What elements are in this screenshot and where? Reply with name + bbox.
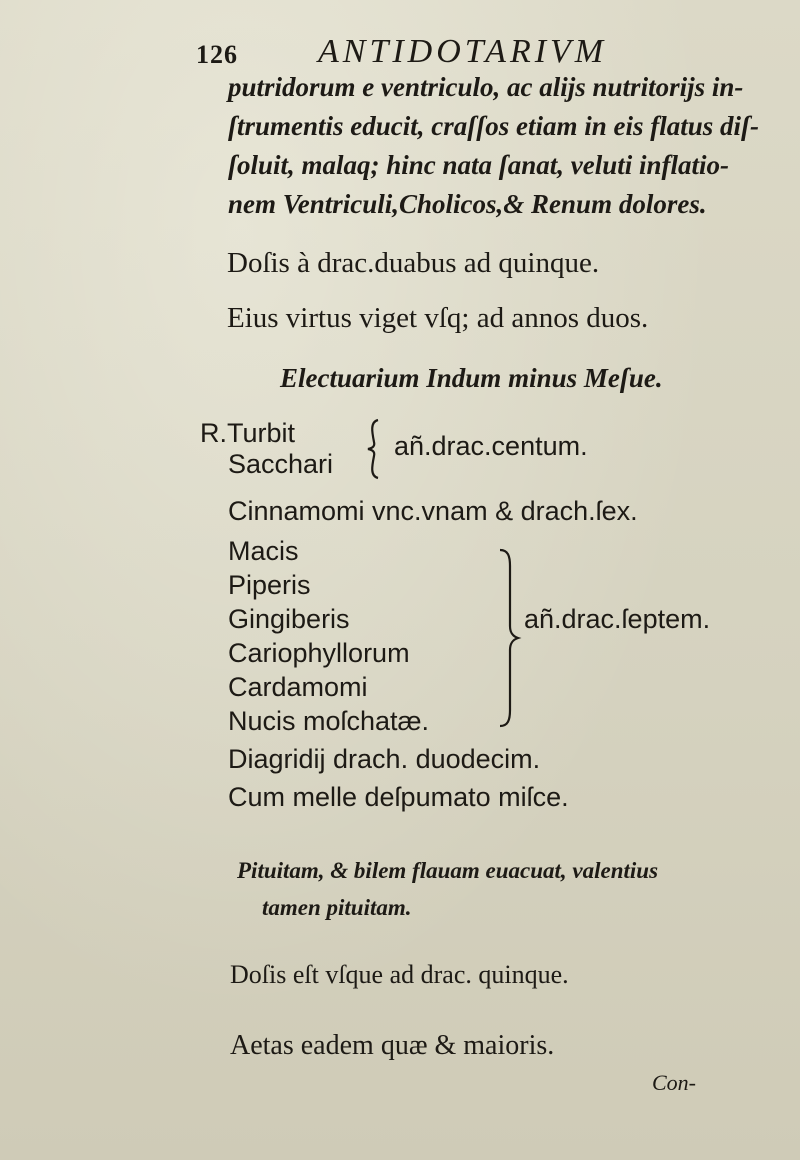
ingredient-line: Cariophyllorum (228, 638, 410, 668)
virtue-text-line: Pituitam, & bilem flauam euacuat, valentius (237, 858, 659, 883)
intro-line: putridorum e ventriculo, ac alijs nutritorijs in- (228, 72, 744, 102)
curly-brace (496, 548, 520, 728)
running-head: ANTIDOTARIVM (318, 33, 608, 70)
curly-brace (366, 418, 388, 480)
ingredient-line: Piperis (228, 570, 311, 600)
intro-line: ſoluit, malaq; hinc nata ſanat, veluti inflatio- (228, 150, 730, 180)
ingredient-line: Diagridij drach. duodecim. (228, 744, 541, 774)
intro-line: ſtrumentis educit, craſſos etiam in eis flatus diſ- (228, 111, 759, 141)
page-number: 126 (196, 40, 238, 69)
ingredient-line: Cardamomi (228, 672, 368, 702)
virtue-text-line: tamen pituitam. (262, 895, 412, 920)
ingredient-line: Macis (228, 536, 299, 566)
age-line: Aetas eadem quæ & maioris. (230, 1030, 555, 1061)
catchword: Con- (652, 1070, 696, 1095)
virtue-line: Eius virtus viget vſq; ad annos duos. (227, 302, 649, 334)
recipe-heading: Electuarium Indum minus Meſue. (280, 363, 663, 393)
ingredient-line: Nucis moſchatæ. (228, 706, 430, 736)
ingredient-line: Cinnamomi vnc.vnam & drach.ſex. (228, 496, 638, 526)
ingredient-line: Sacchari (228, 449, 334, 479)
quantity-note: añ.drac.ſeptem. (524, 604, 711, 634)
quantity-note: añ.drac.centum. (394, 431, 588, 461)
intro-line: nem Ventriculi,Cholicos,& Renum dolores. (228, 189, 707, 219)
ingredient-line: Gingiberis (228, 604, 350, 634)
ingredient-line: Cum melle deſpumato miſce. (228, 782, 569, 812)
ingredient-line: R.Turbit (200, 418, 296, 448)
dosage-line: Doſis eſt vſque ad drac. quinque. (230, 960, 569, 989)
dosage-line: Doſis à drac.duabus ad quinque. (227, 247, 600, 279)
